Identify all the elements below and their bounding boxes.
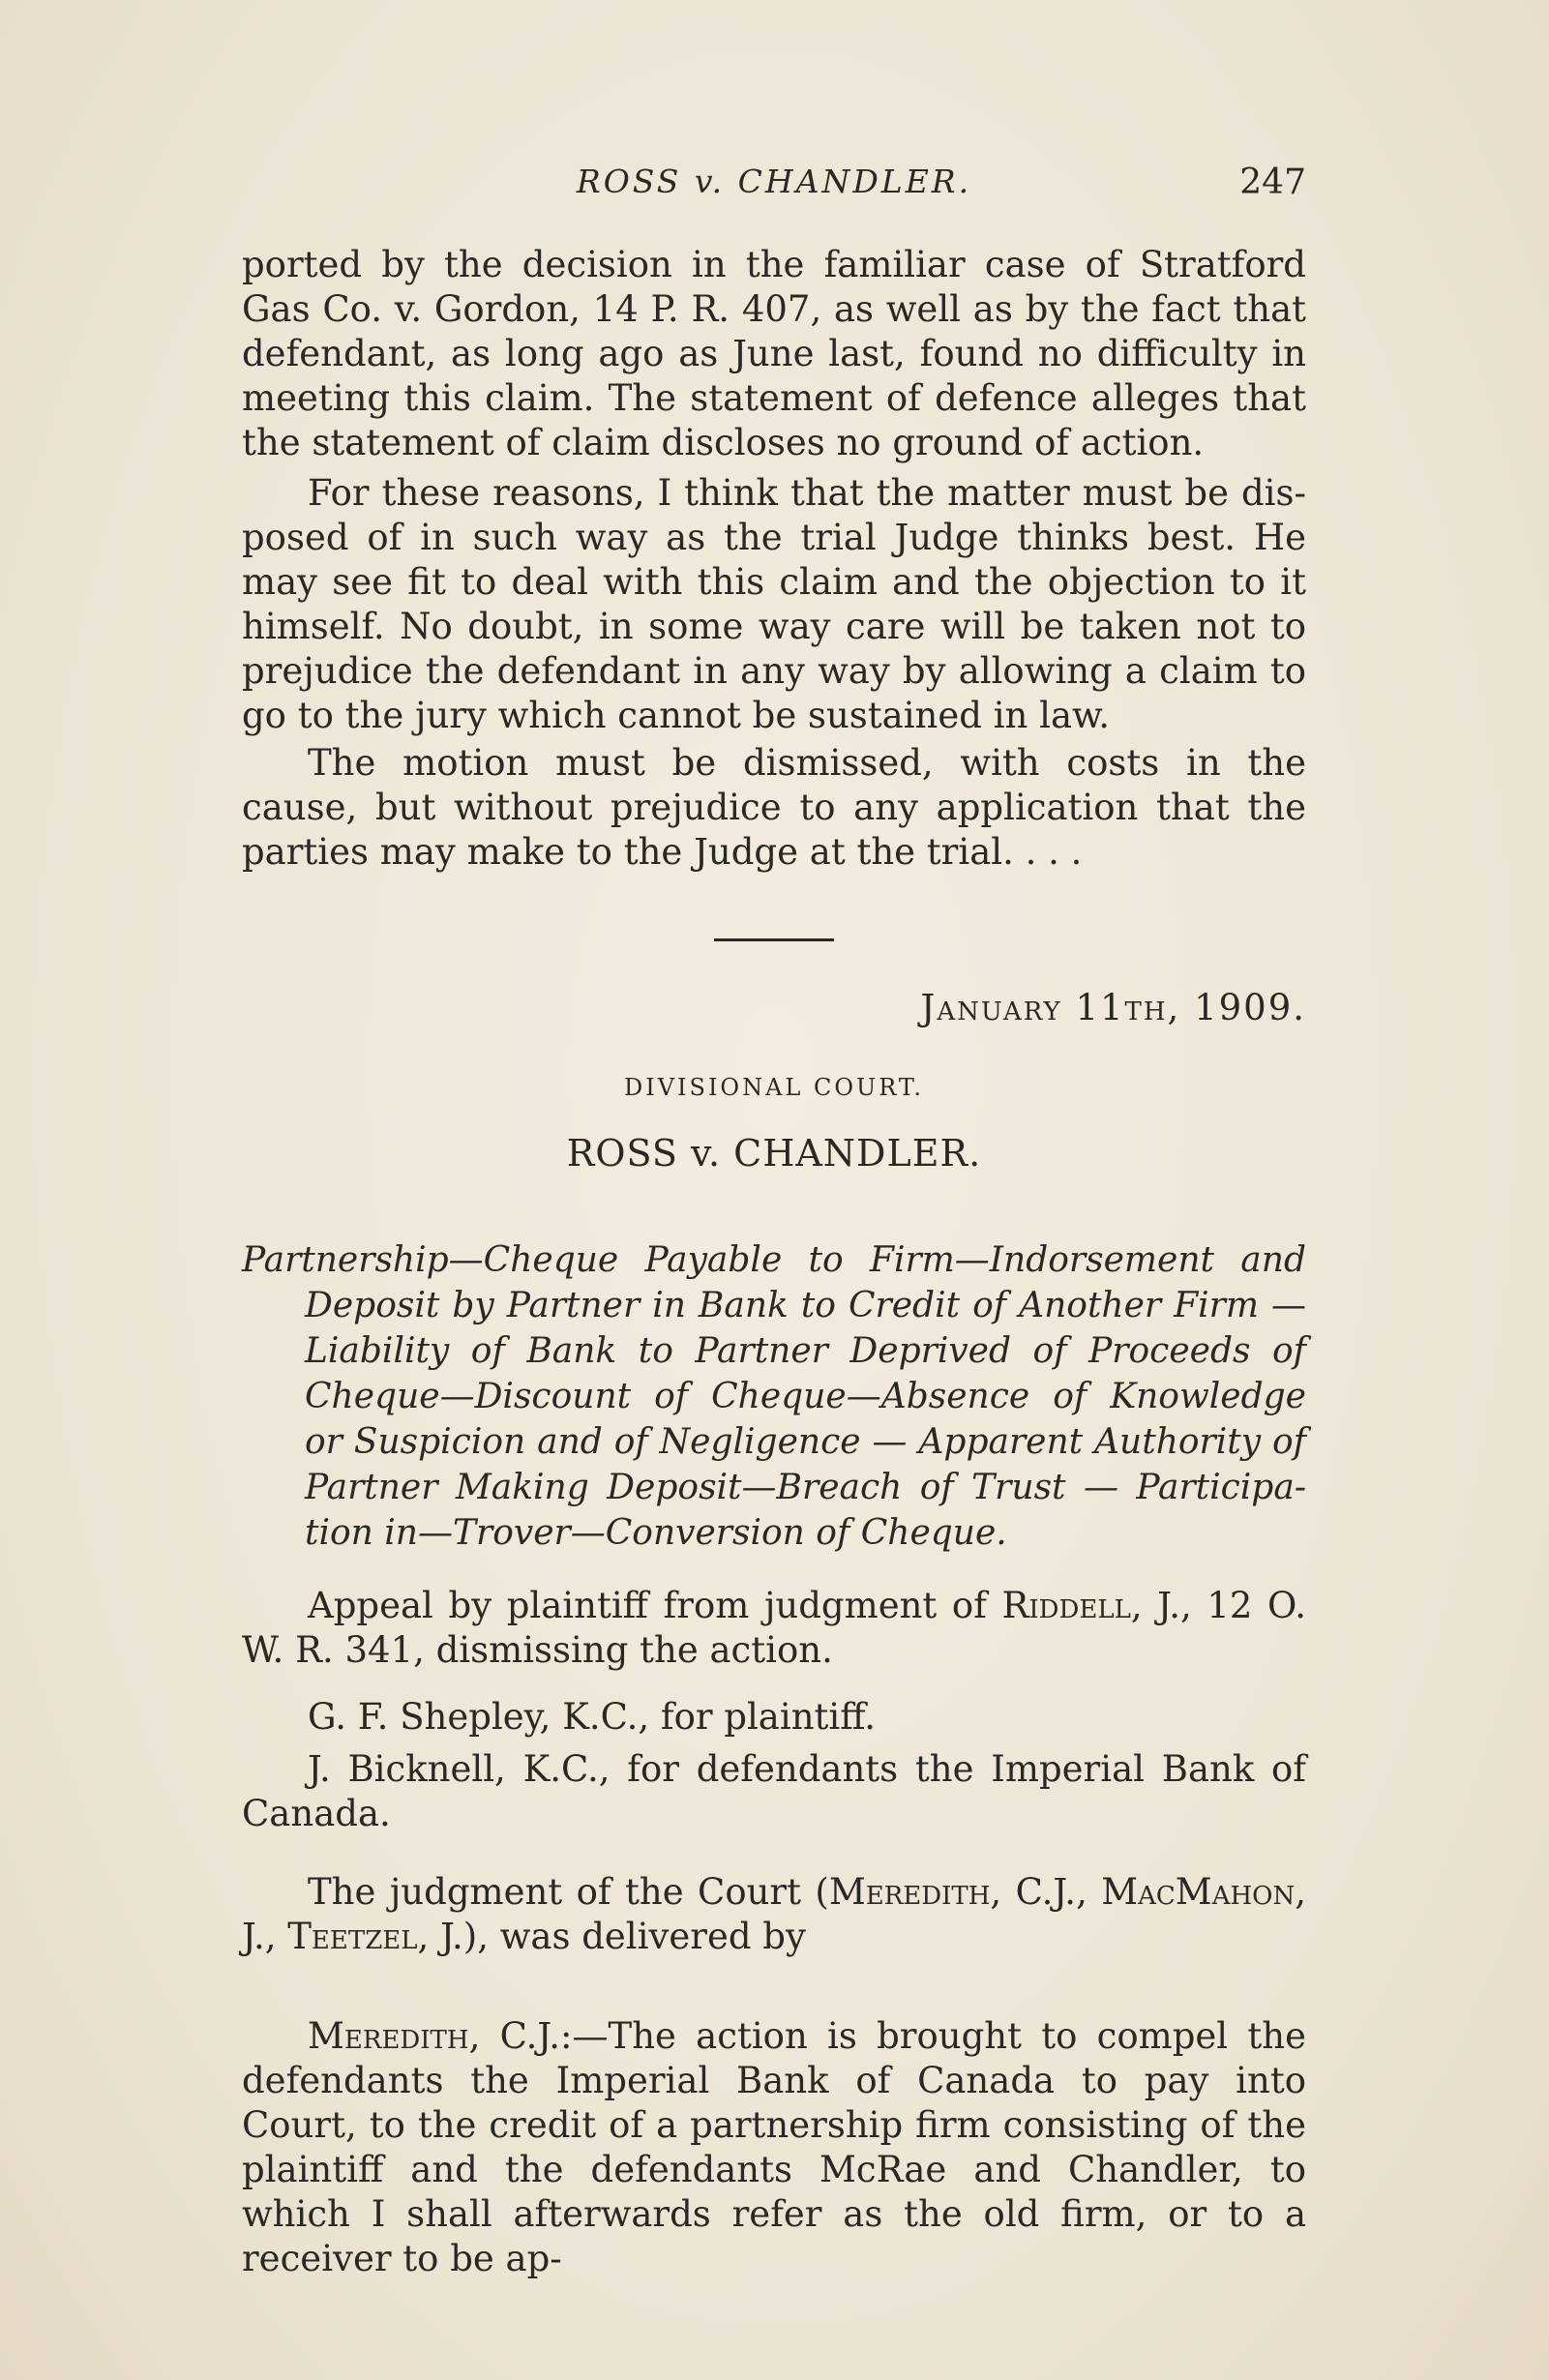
paragraph-text [242, 1870, 1306, 1959]
paragraph-text [242, 1584, 1306, 1673]
case-headnote: Partnership—Cheque Payable to Firm—Indorsement and Deposit by Partner in Bank to Credit of Another Firm —Liability of Bank to Partner Deprived of Proceeds of Cheque—Discount of Cheque—Absence of Knowledge or Suspicion and of Negligence — Apparent Authority of Partner Making Deposit—Breach of Trust — Participation in—Trover—Conversion of Cheque. [242, 1240, 1306, 1553]
running-head: ROSS v. CHANDLER. [576, 163, 972, 200]
appeal-text-before: Appeal by plaintiff from judgment of [308, 1585, 1002, 1626]
court-label: DIVISIONAL COURT. [623, 1074, 925, 1101]
delivery-text: , J.), was delivered by [417, 1916, 806, 1957]
judge-name: Meredith [828, 1871, 991, 1913]
case-date: January 11th, 1909. [920, 987, 1306, 1028]
paragraph-motion-dismissed [242, 741, 1306, 875]
delivery-text: , C.J., [990, 1871, 1102, 1913]
paragraph-opinion [242, 2014, 1306, 2281]
case-title: ROSS v. CHANDLER. [566, 1132, 982, 1175]
judge-name: Riddell [1001, 1585, 1131, 1626]
paragraph-text: For these reasons, I think that the matter must be disposed of in such way as the trial Judge thinks best. He may see fit to deal with this claim and the objection to it himself. No doubt, in some way care will be taken not to prejudice the defendant in any way by allowing a claim to go to the jury which cannot be sustained in law. [242, 472, 1306, 736]
paragraph-appeal [242, 1584, 1306, 1673]
paragraph-text: G. F. Shepley, K.C., for plaintiff. [308, 1696, 876, 1738]
page-header [242, 163, 1306, 211]
paragraph-continuation [242, 243, 1306, 465]
counsel-defendant [242, 1747, 1306, 1836]
page-number: 247 [1239, 163, 1306, 202]
delivery-text: , J., [242, 1871, 1306, 1957]
paragraph-delivery [242, 1870, 1306, 1959]
paragraph-text: ported by the decision in the familiar case of Stratford Gas Co. v. Gordon, 14 P. R. 407, as well as by the fact that defendant, as long ago as June last, found no difficulty in meeting this claim. The statement of defence alleges that the statement of claim discloses no ground of action. [242, 244, 1306, 463]
judge-name: Meredith [308, 2015, 469, 2057]
appeal-text-after: , J., 12 O. W. R. 341, dismissing the action. [242, 1585, 1306, 1671]
paragraph-reasons [242, 471, 1306, 738]
paragraph-text: J. Bicknell, K.C., for defendants the Imperial Bank of Canada. [242, 1748, 1306, 1834]
section-divider [714, 938, 834, 941]
paragraph-text: The motion must be dismissed, with costs in the cause, but without prejudice to any application that the parties may make to the Judge at the trial. . . . [242, 742, 1306, 873]
opinion-text: , C.J.:—The action is brought to compel the defendants the Imperial Bank of Canada to pay into Court, to the credit of a partnership firm consisting of the plaintiff and the defendants McRae and Chandler, to which I shall afterwards refer as the old firm, or to a receiver to be ap- [242, 2015, 1306, 2279]
judge-name: Teetzel [287, 1916, 418, 1957]
delivery-text: The judgment of the Court ( [308, 1871, 829, 1913]
judge-name: MacMahon [1101, 1871, 1296, 1913]
paragraph-text [242, 2014, 1306, 2281]
counsel-plaintiff [242, 1695, 1306, 1740]
